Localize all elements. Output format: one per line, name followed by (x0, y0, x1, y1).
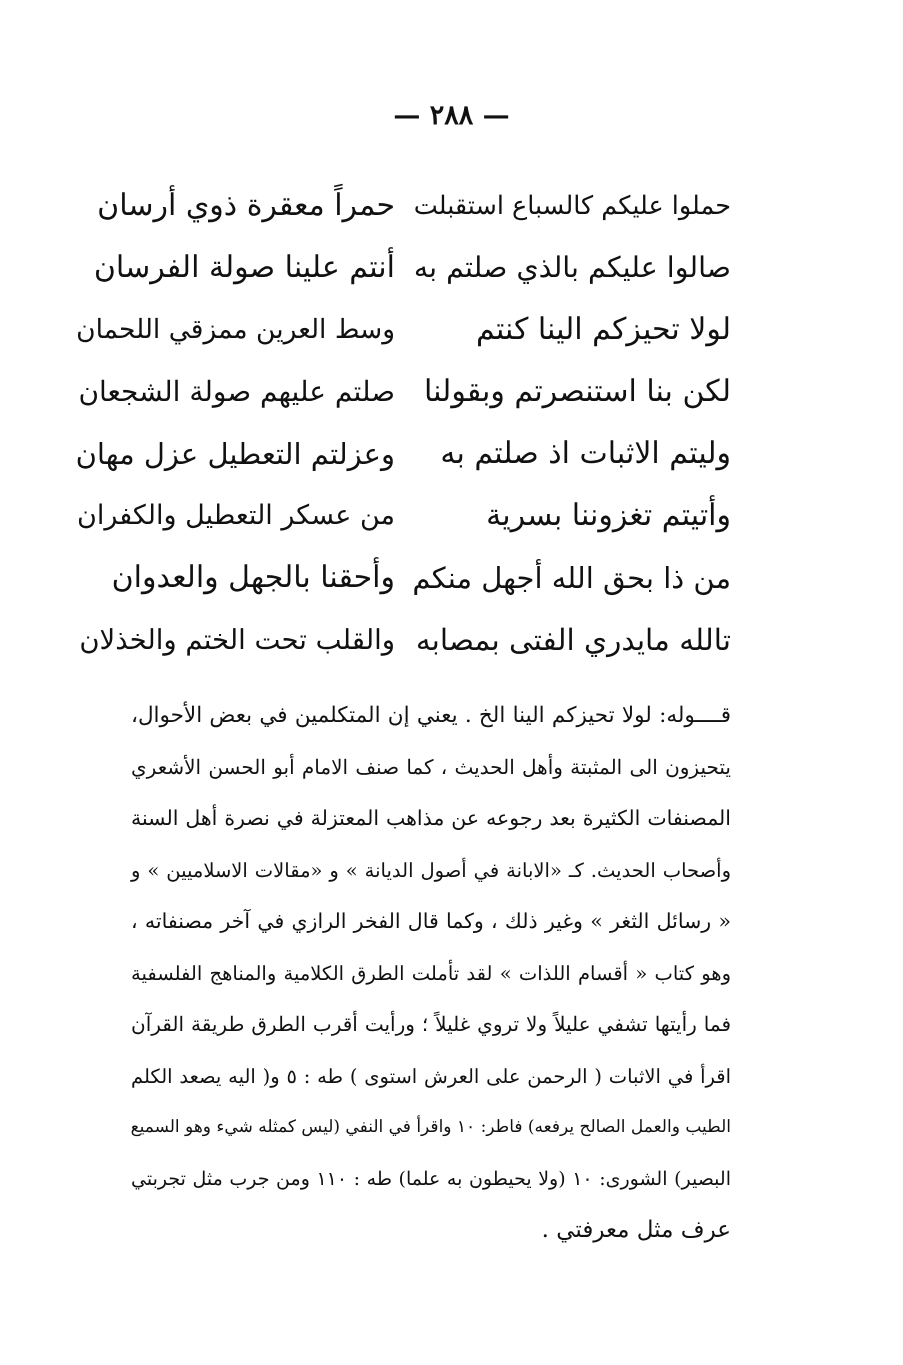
verse-first-hemistich: وأتيتم تغزوننا بسرية (486, 498, 731, 533)
verse-first-hemistich: حملوا عليكم كالسباع استقبلت (413, 191, 731, 221)
verse (0, 609, 903, 671)
verse-second-hemistich: وعزلتم التعطيل عزل مهان (75, 437, 395, 471)
commentary-paragraph (131, 690, 731, 1257)
verse-first-hemistich: وليتم الاثبات اذ صلتم به (440, 436, 731, 471)
verse (0, 485, 903, 547)
verse-second-hemistich: صلتم عليهم صولة الشجعان (78, 375, 395, 408)
commentary-line: البصير) الشورى: ١٠ (ولا يحيطون به علما) طه : ١١٠ ومن جرب مثل تجربتي (131, 1167, 731, 1190)
verse-first-hemistich: تالله مايدري الفتى بمصابه (415, 623, 731, 657)
verse (0, 423, 903, 485)
commentary-line: وأصحاب الحديث. كـ «الابانة في أصول الديانة » و «مقالات الاسلاميين » و (131, 858, 731, 882)
verse-second-hemistich: وأحقنا بالجهل والعدوان (111, 560, 395, 595)
commentary-line: المصنفات الكثيرة بعد رجوعه عن مذاهب المعتزلة في نصرة أهل السنة (131, 806, 731, 830)
verse-second-hemistich: وسط العرين ممزقي اللحمان (76, 314, 395, 345)
verse-first-hemistich: لكن بنا استنصرتم وبقولنا (423, 374, 731, 409)
verse-second-hemistich: حمراً معقرة ذوي أرسان (97, 188, 395, 223)
verse-second-hemistich: والقلب تحت الختم والخذلان (79, 624, 395, 656)
verse-second-hemistich: من عسكر التعطيل والكفران (77, 500, 395, 531)
commentary-line: قــــوله: لولا تحيزكم الينا الخ . يعني إن المتكلمين في بعض الأحوال، (131, 703, 731, 728)
verse-first-hemistich: من ذا بحق الله أجهل منكم (412, 561, 731, 595)
commentary-line: الطيب والعمل الصالح يرفعه) فاطر: ١٠ واقرأ في النفي (ليس كمثله شيء وهو السميع (130, 1117, 731, 1137)
page-number: — ٢٨٨ — (393, 100, 510, 131)
commentary-line: فما رأيتها تشفي عليلاً ولا تروي غليلاً ؛ ورأيت أقرب الطرق طريقة القرآن (131, 1012, 731, 1036)
commentary-line: « رسائل الثغر » وغير ذلك ، وكما قال الفخر الرازي في آخر مصنفاته ، (131, 909, 731, 933)
verse-second-hemistich: أنتم علينا صولة الفرسان (93, 250, 395, 285)
commentary-line: عرف مثل معرفتي . (541, 1217, 731, 1243)
commentary-line: يتحيزون الى المثبتة وأهل الحديث ، كما صنف الامام أبو الحسن الأشعري (131, 754, 731, 779)
verse (0, 547, 903, 609)
verse (0, 175, 903, 237)
verse-first-hemistich: صالوا عليكم بالذي صلتم به (413, 251, 731, 284)
verse-first-hemistich: لولا تحيزكم الينا كنتم (476, 312, 731, 347)
verse (0, 299, 903, 361)
commentary-line: اقرأ في الاثبات ( الرحمن على العرش استوى ) طه : ٥ و( اليه يصعد الكلم (131, 1064, 731, 1088)
commentary-line: وهو كتاب « أقسام اللذات » لقد تأملت الطرق الكلامية والمناهج الفلسفية (131, 961, 731, 985)
verse (0, 237, 903, 299)
verse (0, 361, 903, 423)
